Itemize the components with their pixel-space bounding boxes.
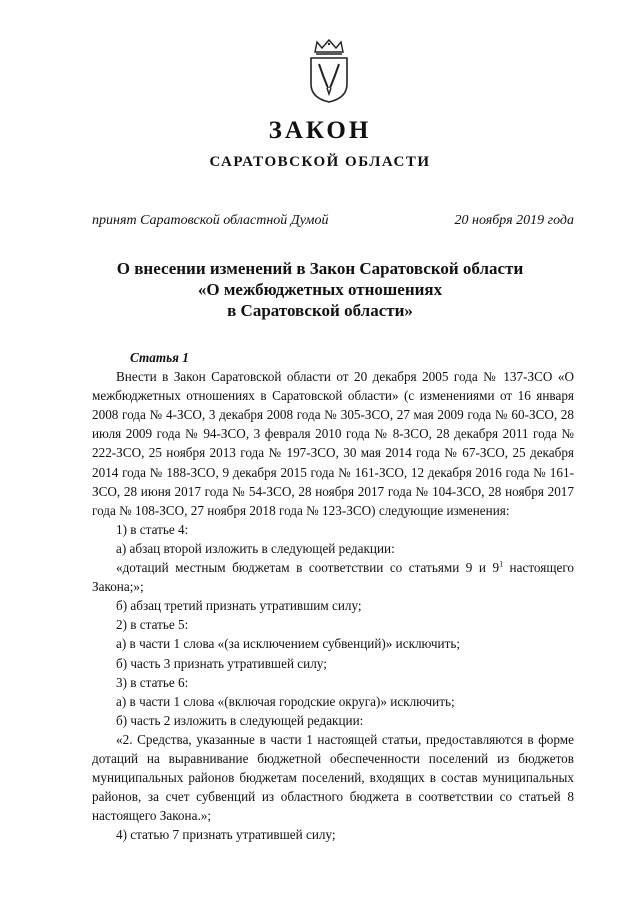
quote-text: настоящего Закона;»; [92,560,575,595]
law-title: ЗАКОН [268,117,372,144]
list-item: 1) в статье 4: [116,521,189,537]
list-item: 2) в статье 5: [116,617,189,633]
list-item: б) часть 3 признать утратившей силу; [116,655,327,671]
list-item: а) в части 1 слова «(за исключением субвенций)» исключить; [116,636,461,652]
list-item: а) абзац второй изложить в следующей редакции: [116,540,395,556]
adoption-by: принят Саратовской областной Думой [92,213,329,228]
article-heading: Статья 1 [130,350,189,365]
heading-line: О внесении изменений в Закон Саратовской области [116,259,524,278]
article-body [92,348,574,844]
list-item: б) абзац третий признать утратившим силу; [116,598,362,614]
list-item: а) в части 1 слова «(включая городские округа)» исключить; [116,693,455,709]
list-item: 4) статью 7 признать утратившей силу; [116,827,336,843]
adoption-date: 20 ноября 2019 года [454,213,574,228]
quote-text: «дотаций местным бюджетам в соответствии со статьями 9 и 9 [116,560,500,576]
heading-line: «О межбюджетных отношениях [197,280,443,299]
coat-of-arms-emblem [305,38,353,104]
quoted-text: «2. Средства, указанные в части 1 настоящей статьи, предоставляются в форме дотаций на выравнивание бюджетной обеспеченности поселений из бюджетов муниципальных районов бюджетам поселений, входящих в состав муниципальных районов, за счет субвенций из областного бюджета в соответствии со статьей 8 настоящего Закона.»; [92,731,574,824]
law-region: САРАТОВСКОЙ ОБЛАСТИ [209,154,431,170]
heading-line: в Саратовской области» [227,301,413,320]
quoted-text [92,558,574,596]
list-item: б) часть 2 изложить в следующей редакции: [116,712,364,728]
superscript: 1 [499,559,504,569]
article-intro: Внести в Закон Саратовской области от 20 декабря 2005 года № 137-ЗСО «О межбюджетных отношениях в Саратовской области» (с изменениями от 16 января 2008 года № 4-ЗСО, 3 декабря 2008 года № 305-ЗСО, 27 мая 2009 года № 60-ЗСО, 28 июля 2009 года № 94-ЗСО, 3 февраля 2010 года № 8-ЗСО, 28 декабря 2011 года № 222-ЗСО, 25 ноября 2013 года № 197-ЗСО, 30 мая 2014 года № 67-ЗСО, 25 декабря 2014 года № 188-ЗСО, 9 декабря 2015 года № 161-ЗСО, 12 декабря 2016 года № 161-ЗСО, 28 июня 2017 года № 54-ЗСО, 28 ноября 2017 года № 104-ЗСО, 28 ноября 2017 года № 108-ЗСО, 27 ноября 2018 года № 123-ЗСО) следующие изменения: [92,369,574,518]
list-item: 3) в статье 6: [116,674,189,690]
document-heading [0,258,640,321]
